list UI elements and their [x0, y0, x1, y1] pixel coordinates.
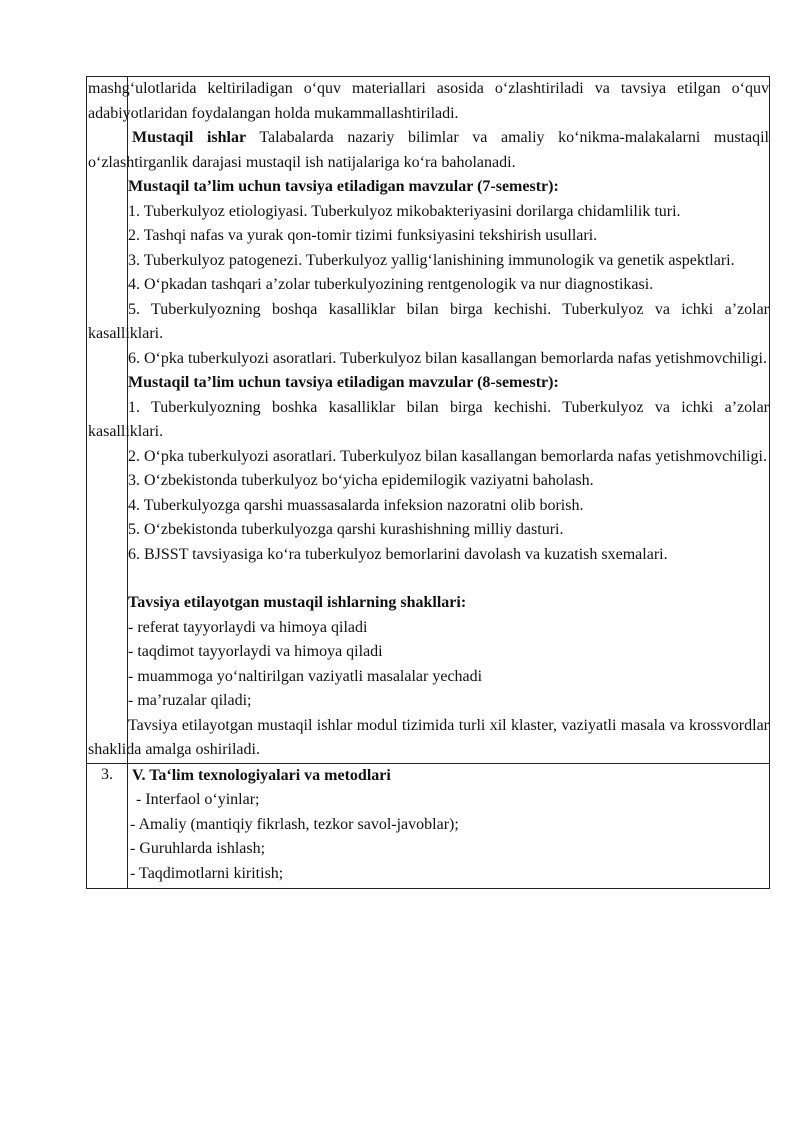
list-item: - referat tayyorlaydi va himoya qiladi — [128, 618, 368, 636]
list-item: 6. O‘pka tuberkulyozi asoratlari. Tuberkulyoz bilan kasallangan bemorlarda nafas yetishmovchiligi. — [128, 349, 767, 367]
list-item: 4. Tuberkulyozga qarshi muassasalarda infeksion nazoratni olib borish. — [128, 496, 584, 514]
row-content-cell — [88, 77, 770, 764]
list-item: - Interfaol o‘yinlar; — [132, 791, 260, 808]
list-item: 6. BJSST tavsiyasiga ko‘ra tuberkulyoz bemorlarini davolash va kuzatish sxemalari. — [128, 545, 668, 563]
section-heading: V. Ta‘lim texnologiyalari va metodlari — [132, 766, 391, 784]
list-item: - muammoga yo‘naltirilgan vaziyatli masalalar yechadi — [128, 667, 483, 685]
intro-continuation: mashg‘ulotlarida keltiriladigan o‘quv materiallari asosida o‘zlashtiriladi va tavsiya etilgan o‘quv adabiyotlaridan foydalangan holda mukammallashtiriladi. — [88, 80, 769, 122]
list-item: - Amaliy (mantiqiy fikrlash, tezkor savol-javoblar); — [130, 815, 459, 833]
mustaqil-ishlar-label: Mustaqil ishlar — [132, 129, 247, 146]
table-row — [87, 77, 770, 764]
row-number-cell — [87, 763, 128, 889]
list-item: 2. O‘pka tuberkulyozi asoratlari. Tuberkulyoz bilan kasallangan bemorlarda nafas yetishmovchiligi. — [128, 447, 767, 465]
list-item: - taqdimot tayyorlaydi va himoya qiladi — [128, 643, 383, 660]
list-item: 3. O‘zbekistonda tuberkulyoz bo‘yicha epidemilogik vaziyatni baholash. — [128, 472, 594, 489]
list-item: - Guruhlarda ishlash; — [130, 840, 266, 857]
mustaqil-ishlar-text: Talabalarda nazariy bilimlar va amaliy ko‘nikma-malakalarni mustaqil o‘zlashtirganlik darajasi mustaqil ish natijalariga ko‘ra baholanadi. — [88, 129, 769, 171]
heading-7-semestr: Mustaqil ta’lim uchun tavsiya etiladigan mavzular (7-semestr): — [128, 178, 559, 195]
heading-8-semestr: Mustaqil ta’lim uchun tavsiya etiladigan mavzular (8-semestr): — [128, 374, 559, 391]
list-item: 2. Tashqi nafas va yurak qon-tomir tizimi funksiyasini tekshirish usullari. — [128, 227, 598, 244]
table-row — [87, 763, 770, 889]
closing-paragraph: Tavsiya etilayotgan mustaqil ishlar modul tizimida turli xil klaster, vaziyatli masala va krossvordlar shaklida amalga oshiriladi. — [88, 716, 769, 758]
list-item: 5. Tuberkulyozning boshqa kasalliklar bilan birga kechishi. Tuberkulyoz va ichki a’zolar kasalliklari. — [88, 300, 769, 342]
list-item: 1. Tuberkulyoz etiologiyasi. Tuberkulyoz mikobakteriyasini dorilarga chidamlilik turi. — [128, 202, 681, 220]
list-item: 1. Tuberkulyozning boshka kasalliklar bilan birga kechishi. Tuberkulyoz va ichki a’zolar kasalliklari. — [88, 398, 769, 440]
document-table — [86, 76, 770, 889]
list-item: 5. O‘zbekistonda tuberkulyozga qarshi kurashishning milliy dasturi. — [128, 521, 564, 538]
list-item: - Taqdimotlarni kiritish; — [130, 864, 284, 882]
row-number: 3. — [101, 765, 113, 783]
list-item: 3. Tuberkulyoz patogenezi. Tuberkulyoz yallig‘lanishining immunologik va genetik aspektlari. — [128, 251, 735, 269]
list-item: 4. O‘pkadan tashqari a’zolar tuberkulyozining rentgenologik va nur diagnostikasi. — [128, 276, 654, 293]
mustaqil-ishlar-paragraph — [88, 126, 769, 175]
spacer — [128, 567, 769, 591]
forms-heading: Tavsiya etilayotgan mustaqil ishlarning shakllari: — [128, 594, 467, 611]
row-content-cell — [128, 763, 770, 889]
list-item: - ma’ruzalar qiladi; — [128, 692, 252, 709]
